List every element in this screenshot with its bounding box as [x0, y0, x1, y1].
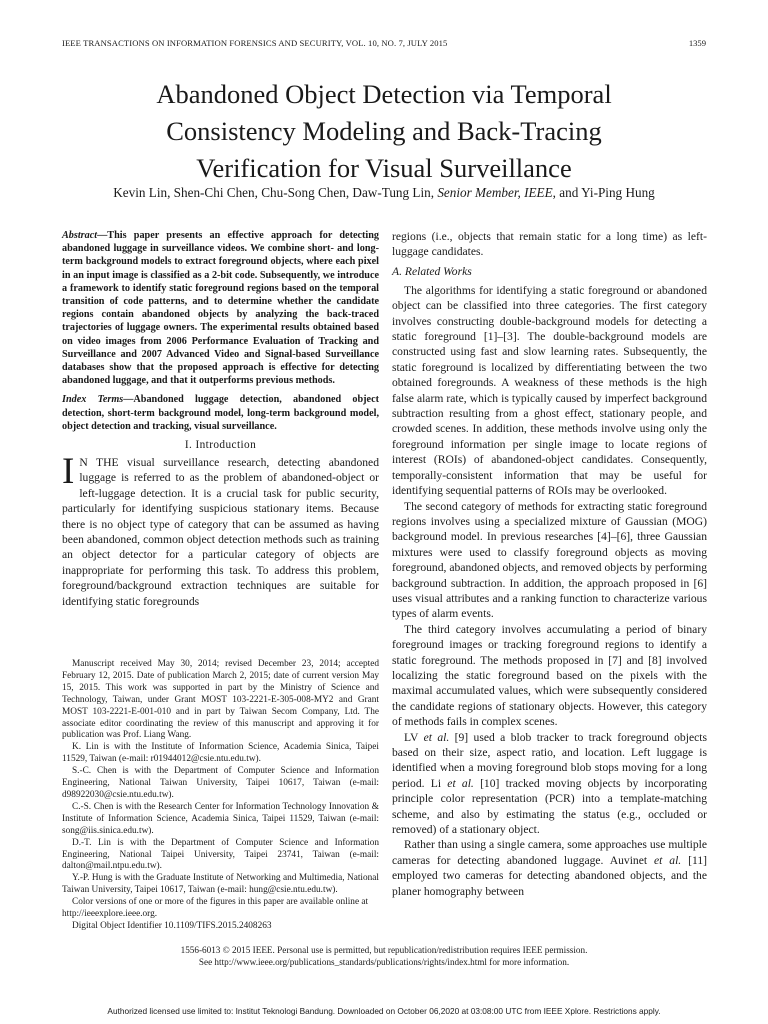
body-paragraph	[392, 730, 707, 838]
copyright-line: 1556-6013 © 2015 IEEE. Personal use is permitted, but republication/redistribution requires IEEE permission.	[180, 945, 588, 955]
text-run: [9] used a blob tracker to track foreground objects based on their size, aspect ratio, and location. Left luggage is identified when a moving foreground blob stops moving for a long period. Li	[392, 730, 707, 790]
drop-cap: I	[62, 451, 75, 493]
intro-text: N THE visual surveillance research, detecting abandoned luggage is referred to as the problem of abandoned-object or left-luggage detection. It is a crucial task for public security, particularly for identifying suspicious stationary items. Because there is no object type of category that can be assumed as having been abandoned, common object detection methods such as training an object detector for a particular category of objects are inappropriate for performing this task. To address this problem, foreground/background extraction techniques are suitable for identifying static foregrounds	[62, 456, 379, 608]
text-run: LV	[404, 730, 424, 744]
copyright-notice	[62, 944, 706, 968]
text-run-italic: et al.	[423, 730, 450, 744]
text-run: [11] employed two cameras for detecting abandoned objects, and the planer homography between	[392, 853, 708, 898]
running-header	[62, 38, 706, 52]
doi-footnote: Digital Object Identifier 10.1109/TIFS.2015.2408263	[72, 920, 272, 931]
intro-paragraph	[62, 451, 379, 609]
text-run-italic: et al.	[447, 776, 474, 790]
abstract-text: —This paper presents an effective approach for detecting abandoned luggage in surveillance videos. We combine short- and long-term background models to extract foreground objects, where each pixel in an input image is classified as a 2-bit code. Subsequently, we introduce a framework to identify static foreground regions based on the temporal transition of code patterns, and to determine whether the candidate regions contain abandoned objects by analyzing the back-traced trajectories of luggage owners. The experimental results obtained based on video images from 2006 Performance Evaluation of Tracking and Surveillance and 2007 Advanced Video and Signal-based Surveillance databases show that the proposed approach is effective for detecting abandoned luggage, and that it outperforms previous methods.	[62, 230, 379, 387]
footnote: C.-S. Chen is with the Research Center for Information Technology Innovation & Institute of Information Science, Academia Sinica, Taipei 11529, Taiwan (e-mail: song@iis.sinica.edu.tw).	[62, 801, 379, 836]
footnote: K. Lin is with the Institute of Information Science, Academia Sinica, Taipei 11529, Taiwan (e-mail: r01944012@csie.ntu.edu.tw).	[62, 742, 379, 765]
author-member-title: Senior Member, IEEE	[437, 185, 553, 200]
footnote: Manuscript received May 30, 2014; revised December 23, 2014; accepted February 12, 2015. Date of publication March 2, 2015; date of current version May 15, 2015. This work was supported in part by the Ministry of Science and Technology, Taiwan, under Grant MOST 103-2221-E-305-008-MY2 and Grant MOST 103-2221-E-001-010 and in part by Taiwan Secom Company, Ltd. The associate editor coordinating the review of this manuscript and approving it for publication was Prof. Liang Wang.	[62, 659, 379, 741]
continuation-paragraph: regions (i.e., objects that remain static for a long time) as left-luggage candidates.	[392, 230, 707, 259]
body-paragraph	[392, 837, 707, 899]
title-line: Abandoned Object Detection via Temporal	[156, 79, 612, 109]
journal-citation: IEEE TRANSACTIONS ON INFORMATION FORENSICS AND SECURITY, VOL. 10, NO. 7, JULY 2015	[62, 38, 448, 48]
author-list	[62, 185, 706, 201]
abstract	[62, 229, 379, 387]
body-paragraph: The third category involves accumulating a period of binary foreground images or tracking foreground regions to identify a static foreground. The methods proposed in [7] and [8] involved localizing the static foreground based on the pixels with the maximal accumulated values, which were subsequently considered the candidate regions of stationary objects. However, this category of methods fails in complex scenes.	[392, 622, 707, 729]
text-run: Rather than using a single camera, some approaches use multiple cameras for detecting abandoned luggage. Auvinet	[392, 838, 707, 867]
text-run-italic: et al.	[654, 853, 682, 867]
section-heading-introduction: I. Introduction	[184, 439, 257, 452]
paper-title	[62, 76, 706, 187]
body-paragraph: The second category of methods for extracting static foreground regions involves using a specialized mixture of Gaussian (MOG) background model. In previous researches [4]–[6], three Gaussian mixtures were used to classify foreground objects as moving foreground, abandoned objects, and removed objects by performing background subtraction. In addition, the approach proposed in [6] uses visual attributes and a ranking function to characterize various types of alarm events.	[392, 499, 707, 621]
index-terms-label: Index Terms	[62, 394, 124, 406]
title-line: Consistency Modeling and Back-Tracing	[166, 116, 602, 146]
footnote: D.-T. Lin is with the Department of Computer Science and Information Engineering, National Taipei University, Taipei 23741, Taiwan (e-mail: dalton@mail.ntpu.edu.tw).	[62, 837, 379, 872]
author-last: , and Yi-Ping Hung	[552, 185, 655, 200]
first-page-footnotes	[62, 659, 379, 933]
text-run: [10] tracked moving objects by incorporating principle color representation (PCR) into a template-matching scheme, and also by estimating the status (e.g., occluded or removed) of a stationary object.	[392, 776, 707, 837]
footnote: S.-C. Chen is with the Department of Computer Science and Information Engineering, National Taiwan University, Taipei 10617, Taiwan (e-mail: d98922030@csie.ntu.edu.tw).	[62, 766, 379, 800]
right-column	[392, 229, 707, 899]
license-notice: Authorized licensed use limited to: Institut Teknologi Bandung. Downloaded on October 06,2020 at 03:08:00 UTC from IEEE Xplore. Restrictions apply.	[107, 1006, 661, 1016]
title-line: Verification for Visual Surveillance	[196, 153, 572, 183]
left-column	[62, 229, 379, 609]
page-number: 1359	[688, 38, 706, 48]
copyright-line: See http://www.ieee.org/publications_standards/publications/rights/index.html for more information.	[198, 957, 570, 967]
subsection-heading-related-works: A. Related Works	[392, 264, 472, 278]
author-names: Kevin Lin, Shen-Chi Chen, Chu-Song Chen, Daw-Tung Lin,	[113, 185, 438, 200]
footnote: Color versions of one or more of the figures in this paper are available online at http://ieeexplore.ieee.org.	[62, 897, 369, 920]
index-terms	[62, 393, 379, 433]
index-terms-text: —Abandoned luggage detection, abandoned object detection, short-term background model, long-term background model, object detection and tracking, visual surveillance.	[62, 394, 379, 432]
footnote: Y.-P. Hung is with the Graduate Institute of Networking and Multimedia, National Taiwan University, Taipei 10617, Taiwan (e-mail: hung@csie.ntu.edu.tw).	[62, 873, 379, 896]
abstract-label: Abstract	[62, 230, 98, 241]
body-paragraph: The algorithms for identifying a static foreground or abandoned object can be classified into three categories. The first category involves constructing double-background models for detecting a static foreground [1]–[3]. The double-background models are constructed using fast and slow learning rates. Subsequently, the static foreground is localized by differentiating between the two obtained foregrounds. A weakness of these methods is the high false alarm rate, which is typically caused by imperfect background subtraction resulting from a ghost effect, stationary people, and crowded scenes. In addition, these methods involve using only the foreground information per single image to locate regions of interest (ROIs) of abandoned-object candidates. Consequently, temporally-consistent information that may be useful for identifying sequential patterns of ROIs may be overlooked.	[392, 283, 707, 498]
